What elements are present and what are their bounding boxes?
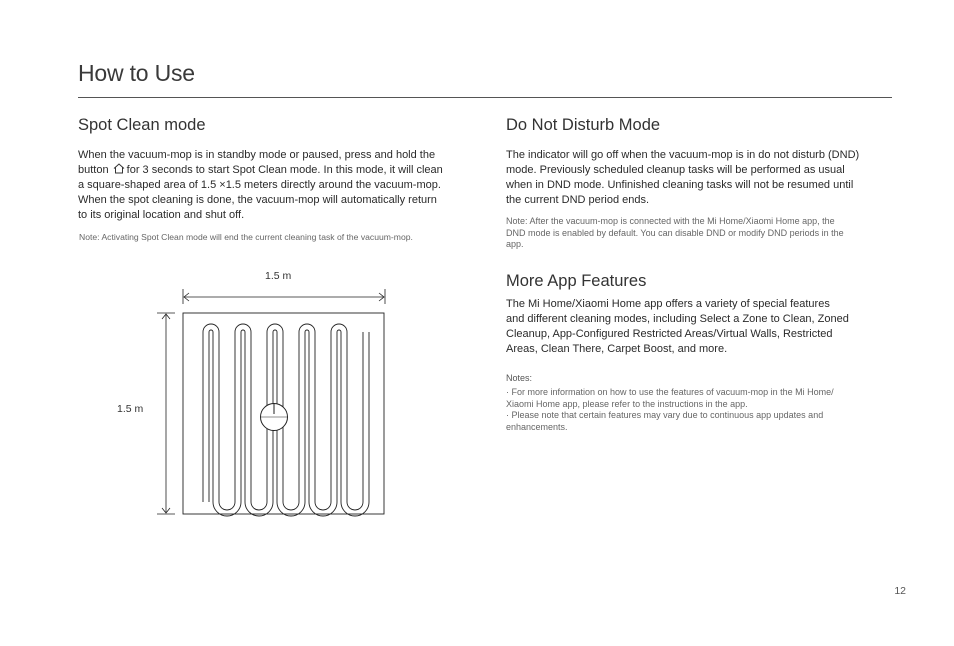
spot-clean-body (78, 148, 488, 223)
spot-clean-line: to its original location and shut off. (78, 209, 245, 221)
dnd-heading: Do Not Disturb Mode (506, 116, 661, 134)
page-number: 12 (894, 585, 906, 597)
width-dimension-arrow (183, 289, 385, 304)
spot-clean-line-start: button (78, 164, 109, 176)
height-label: 1.5 m (117, 403, 144, 415)
app-features-body (506, 297, 896, 357)
app-features-heading: More App Features (506, 272, 647, 290)
app-features-line: Areas, Clean There, Carpet Boost, and more. (506, 343, 728, 355)
diagram-drawing (110, 262, 400, 522)
app-note-line: · Please note that certain features may vary due to continuous app updates and (506, 410, 824, 420)
dnd-note-line: DND mode is enabled by default. You can disable DND or modify DND periods in the (506, 227, 844, 238)
app-features-line: and different cleaning modes, including Select a Zone to Clean, Zoned (506, 313, 849, 325)
robot-vacuum-icon (261, 404, 288, 431)
spot-clean-diagram (110, 262, 400, 522)
title-divider (78, 97, 892, 98)
home-icon (113, 163, 125, 174)
app-note-line: enhancements. (506, 421, 568, 432)
dnd-note-line: Note: After the vacuum-mop is connected with the Mi Home/Xiaomi Home app, the (506, 216, 835, 226)
spot-clean-line-end: for 3 seconds to start Spot Clean mode. In this mode, it will clean (126, 164, 443, 176)
app-note-line: Xiaomi Home app, please refer to the instructions in the app. (506, 398, 748, 409)
notes-title: Notes: (506, 373, 533, 383)
app-features-line: Cleanup, App-Configured Restricted Areas/Virtual Walls, Restricted (506, 328, 833, 340)
app-notes (506, 387, 896, 433)
dnd-line: when in DND mode. Unfinished cleaning tasks will not be resumed until (506, 179, 854, 191)
dnd-note-line: app. (506, 239, 524, 249)
dnd-line: mode. Previously scheduled cleanup tasks will be performed as usual (506, 164, 845, 176)
cleaning-path-inner (209, 330, 369, 516)
spot-clean-line: When the spot cleaning is done, the vacuum-mop will automatically return (78, 194, 437, 206)
spot-clean-line (78, 163, 488, 178)
app-note-line: · For more information on how to use the features of vacuum-mop in the Mi Home/ (506, 387, 834, 397)
spot-clean-line: When the vacuum-mop is in standby mode or paused, press and hold the (78, 149, 436, 161)
dnd-body (506, 148, 896, 208)
dnd-line: the current DND period ends. (506, 194, 650, 206)
spot-clean-heading: Spot Clean mode (78, 116, 206, 134)
app-features-line: The Mi Home/Xiaomi Home app offers a variety of special features (506, 298, 830, 310)
dnd-line: The indicator will go off when the vacuum-mop is in do not disturb (DND) (506, 149, 860, 161)
spot-clean-note: Note: Activating Spot Clean mode will end the current cleaning task of the vacuum-mop. (79, 232, 413, 242)
width-label: 1.5 m (265, 270, 292, 282)
dnd-note (506, 216, 896, 251)
page-title: How to Use (78, 60, 195, 86)
spot-clean-line: a square-shaped area of 1.5 ×1.5 meters directly around the vacuum-mop. (78, 179, 441, 191)
height-dimension-arrow (157, 313, 175, 514)
